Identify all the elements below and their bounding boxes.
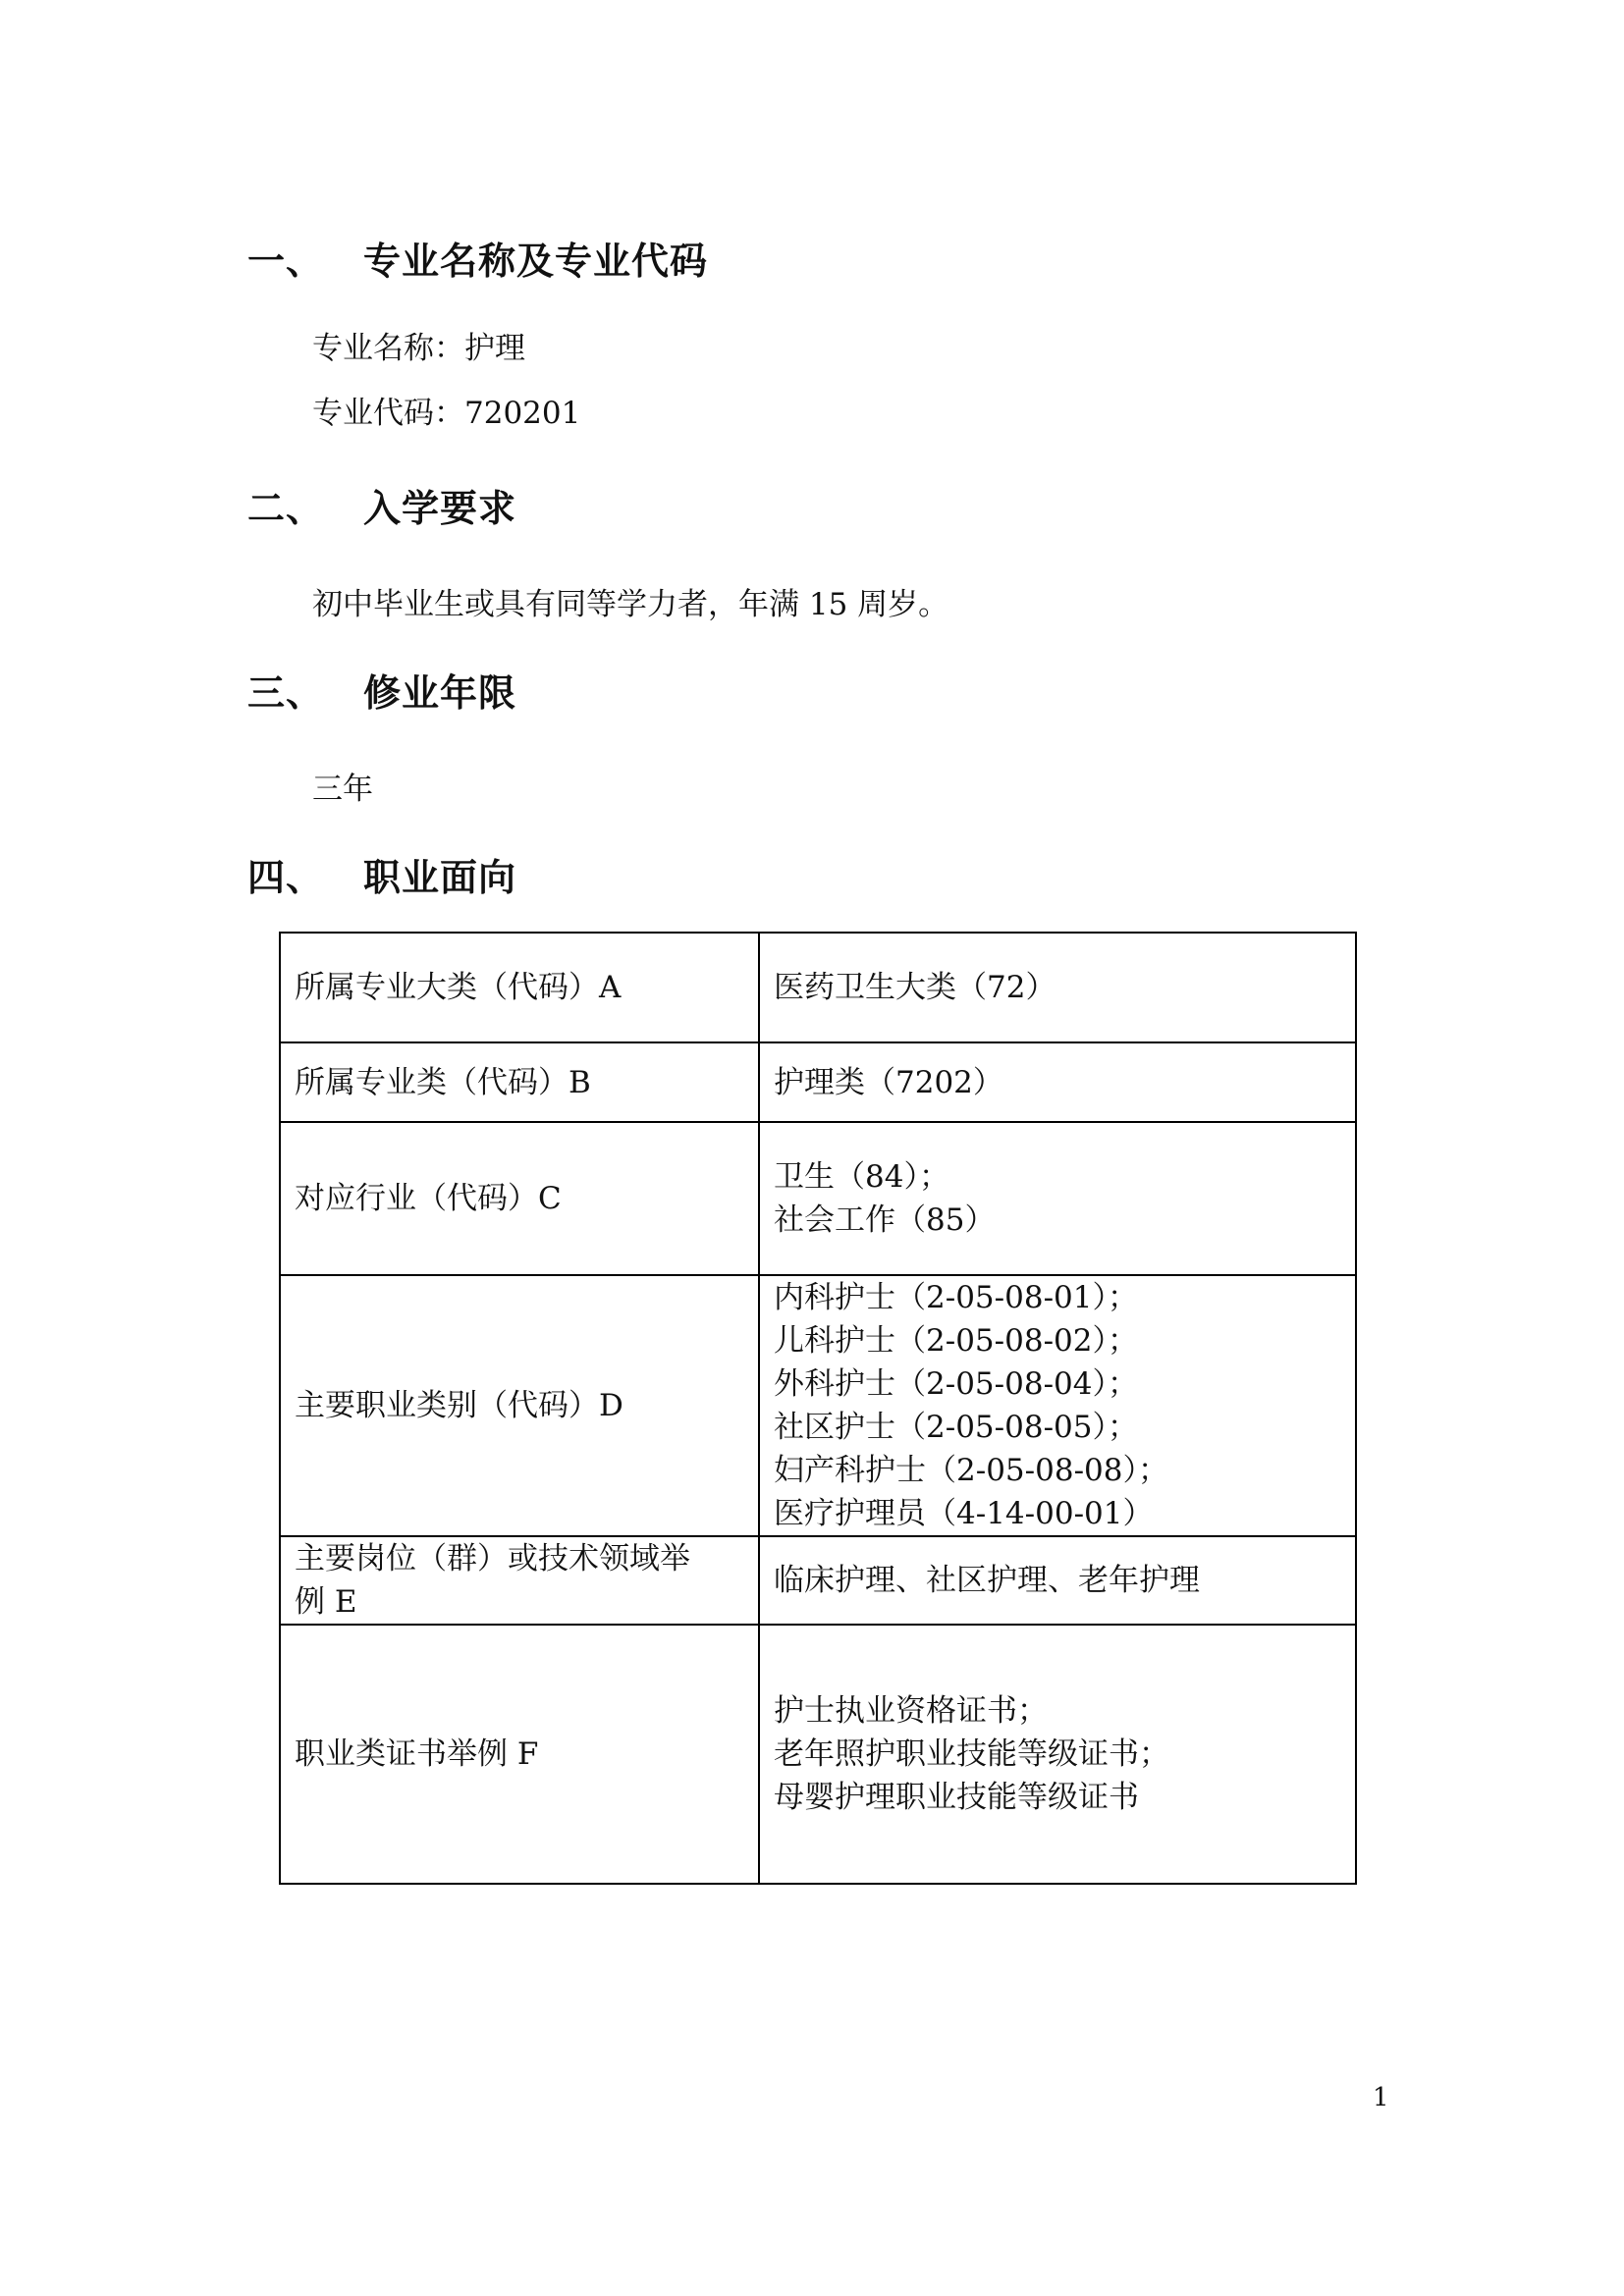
table-key-cell: 所属专业类（代码）B xyxy=(280,1042,759,1122)
section-heading-3 xyxy=(247,660,516,719)
page-number: 1 xyxy=(1373,2083,1389,2112)
section-heading-1 xyxy=(247,228,708,287)
section-title: 专业名称及专业代码 xyxy=(363,239,709,283)
section-number: 二、 xyxy=(247,486,325,530)
section-number: 三、 xyxy=(247,670,325,715)
section-title: 修业年限 xyxy=(363,670,517,715)
table-key-cell: 所属专业大类（代码）A xyxy=(280,933,759,1042)
table-key-cell: 对应行业（代码）C xyxy=(280,1122,759,1275)
section-number: 四、 xyxy=(247,855,325,899)
career-table xyxy=(279,932,1357,1885)
section-number: 一、 xyxy=(247,239,325,283)
table-row xyxy=(280,1275,1356,1536)
major-name: 专业名称：护理 xyxy=(312,331,525,366)
section-heading-4 xyxy=(247,844,516,903)
table-row xyxy=(280,1122,1356,1275)
table-key-cell: 主要岗位（群）或技术领域举 例 E xyxy=(280,1536,759,1625)
table-key-cell: 职业类证书举例 F xyxy=(280,1625,759,1884)
admission-text: 初中毕业生或具有同等学力者，年满 15 周岁。 xyxy=(312,587,949,622)
table-row xyxy=(280,1536,1356,1625)
table-value-cell: 护理类（7202） xyxy=(759,1042,1356,1122)
section-title: 职业面向 xyxy=(363,855,517,899)
table-value-cell: 内科护士（2-05-08-01）； 儿科护士（2-05-08-02）； 外科护士（2-05-08-04）； 社区护士（2-05-08-05）； 妇产科护士（2-05-08-08）； 医疗护理员（4-14-00-01） xyxy=(759,1275,1356,1536)
major-code: 专业代码：720201 xyxy=(312,396,581,431)
duration-text: 三年 xyxy=(312,772,373,807)
table-row xyxy=(280,1625,1356,1884)
table-value-cell: 临床护理、社区护理、老年护理 xyxy=(759,1536,1356,1625)
table-key-cell: 主要职业类别（代码）D xyxy=(280,1275,759,1536)
section-heading-2 xyxy=(247,475,516,534)
table-value-cell: 护士执业资格证书； 老年照护职业技能等级证书； 母婴护理职业技能等级证书 xyxy=(759,1625,1356,1884)
section-title: 入学要求 xyxy=(363,486,517,530)
table-value-cell: 医药卫生大类（72） xyxy=(759,933,1356,1042)
table-value-cell: 卫生（84）； 社会工作（85） xyxy=(759,1122,1356,1275)
table-row xyxy=(280,933,1356,1042)
table-row xyxy=(280,1042,1356,1122)
